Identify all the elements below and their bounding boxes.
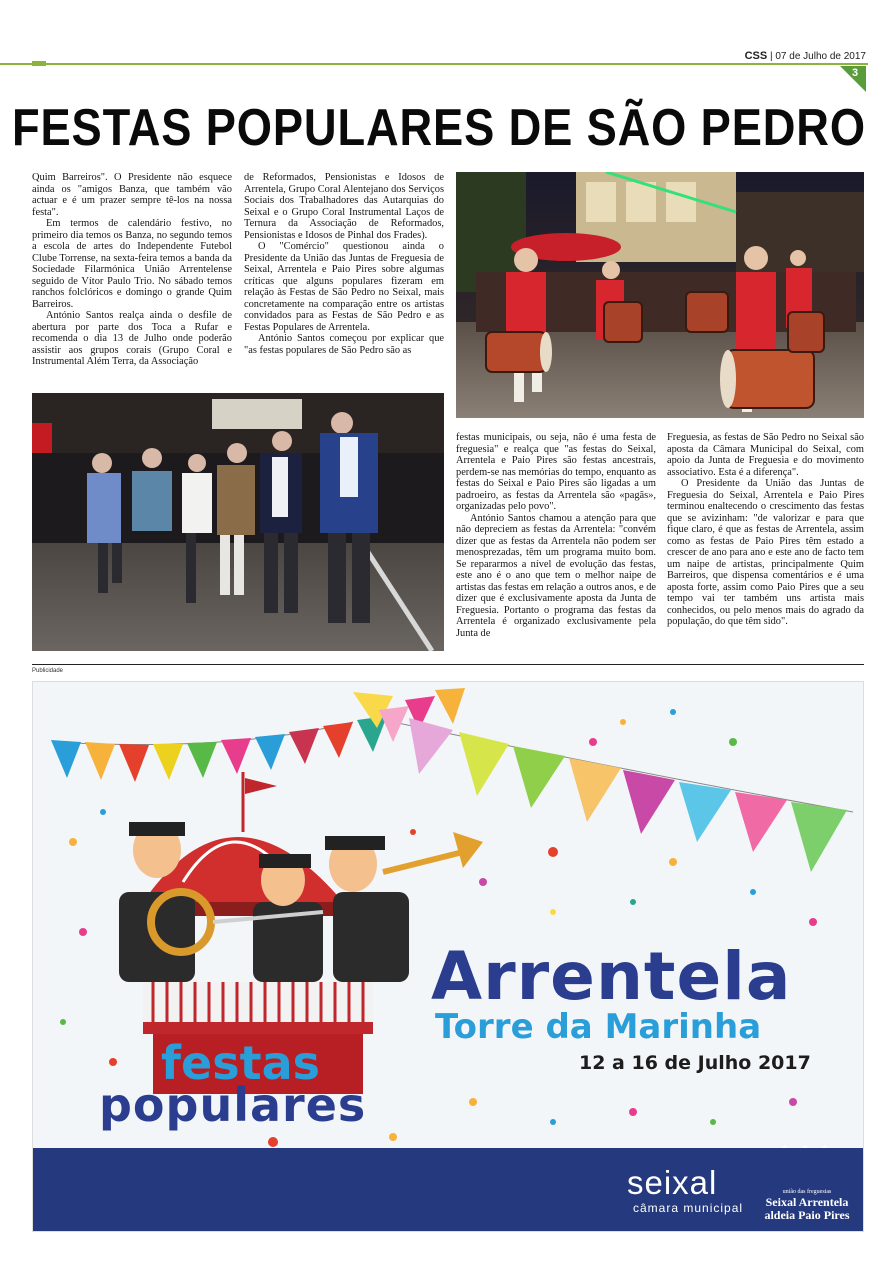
paragraph: Quim Barreiros". O Presidente não esquece ainda os "amigos Banza, que também vão actuar e é um prazer sempre tê-los na nossa festa". [32,172,232,218]
paragraph: António Santos chamou a atenção para que não depreciem as festas da Arrentela: "convém dizer que as festas da Arrentela não podem ser menosprezadas, têm um programa muito bom. Se repararmos a nível de evolução das festas, este ano é o ano que tem o melhor naipe de artistas das festas em relação a outros anos, e de dizer que é exclusivamente aposta da Junta de Freguesia. Portanto o programa das festas da Arrentela é organizado exclusivamente pela Junta de [456,512,656,639]
article-column-4 [667,432,864,628]
paragraph: António Santos realça ainda o desfile de abertura por parte dos Toca a Rufar e recomenda o dia 13 de Julho onde poderão assistir aos grupos corais (Grupo Coral e Instrumental Além Terra, da Associação [32,310,232,367]
advertisement-subtitle: Torre da Marinha [435,1007,762,1047]
paragraph: Em termos de calendário festivo, no primeiro dia temos os Banza, no segundo temos a escola de artes do Independente Futebol Clube Torrense, na sexta-feira temos a banda da Sociedade Filarmónica União Arrentelense seguido de Vítor Paulo Trio. No sábado temos ranchos folclóricos e domingo o grande Quim Barreiros. [32,218,232,310]
header-rule-accent [32,61,46,66]
paragraph: festas municipais, ou seja, não é uma festa de freguesia" e realça que "as festas do Seixal, Arrentela e Paio Pires são festas ancestrais, perdem-se nas memórias do tempo, enquanto as festas do Seixal e Paio Pires são ligadas a um padroeiro, as festas da Arrentela são «pagãs», organizadas pelo povo". [456,432,656,512]
article-column-2 [244,172,444,356]
drummers-parade-photo [456,172,864,418]
article-headline: FESTAS POPULARES DE SÃO PEDRO [12,99,866,157]
paragraph: António Santos começou por explicar que "as festas populares de São Pedro são as [244,333,444,356]
advertisement-divider [32,664,864,665]
sponsor-band [33,1148,864,1232]
header-rule [0,63,868,65]
publication-date: 07 de Julho de 2017 [775,51,866,62]
publication-name: CSS [744,50,768,62]
procession-officials-photo [32,393,444,651]
festas-wordmark: festas [161,1036,321,1090]
header-separator: | [769,51,773,62]
festas-populares-advertisement [32,681,864,1232]
uniao-freguesias-name-line1: Seixal Arrentela [765,1195,849,1209]
populares-wordmark: populares [99,1078,367,1132]
article-column-1 [32,172,232,368]
article-column-3 [456,432,656,639]
advertisement-title: Arrentela [431,938,792,1015]
page-header-info [745,50,866,62]
uniao-freguesias-label: união das freguesias [782,1189,832,1195]
paragraph: O "Comércio" questionou ainda o Presidente da União das Juntas de Freguesia de Seixal, Arrentela e Paio Pires sobre algumas críticas que alguns populares fizeram em relação às Festas de São Pedro no Seixal, mais concretamente na comparação entre os artistas convidados para as Festas de São Pedro e as Festas Populares de Arrentela. [244,241,444,333]
page-number: 3 [852,67,859,79]
advertisement-dates: 12 a 16 de Julho 2017 [579,1052,811,1074]
paragraph: O Presidente da União das Juntas de Freguesia do Seixal, Arrentela e Paio Pires terminou enaltecendo o crescimento das festas que se avizinham: "de valorizar e para que fique claro, é que as festas de Arrentela, assim como as festas de Paio Pires têm estado a crescer de ano para ano e este ano de facto tem um naipe de artistas, principalmente Quim Barreiros, que dispensa comentários e é uma aposta forte, assim como Paio Pires que a seu tempo vai ter também uns artista mais conhecidos, ou pelo menos mais do agrado da população, do que têm sido". [667,478,864,627]
paragraph: de Reformados, Pensionistas e Idosos de Arrentela, Grupo Coral Alentejano dos Serviços Sociais dos Trabalhadores das Autarquias do Seixal e o Grupo Coral Instrumental Laços de Ternura da Associação de Reformados, Pensionistas e Idosos de Pinhal dos Frades). [244,172,444,241]
seixal-logo-text: seixal [627,1164,718,1201]
uniao-freguesias-name-line2: aldeia Paio Pires [764,1208,850,1222]
advertisement-label: Publicidade [32,668,64,674]
camara-municipal-text: câmara municipal [633,1201,744,1215]
paragraph: Freguesia, as festas de São Pedro no Seixal são aposta da Câmara Municipal do Seixal, com apoio da Junta de Freguesia e do movimento associativo. Esta é a diferença". [667,432,864,478]
